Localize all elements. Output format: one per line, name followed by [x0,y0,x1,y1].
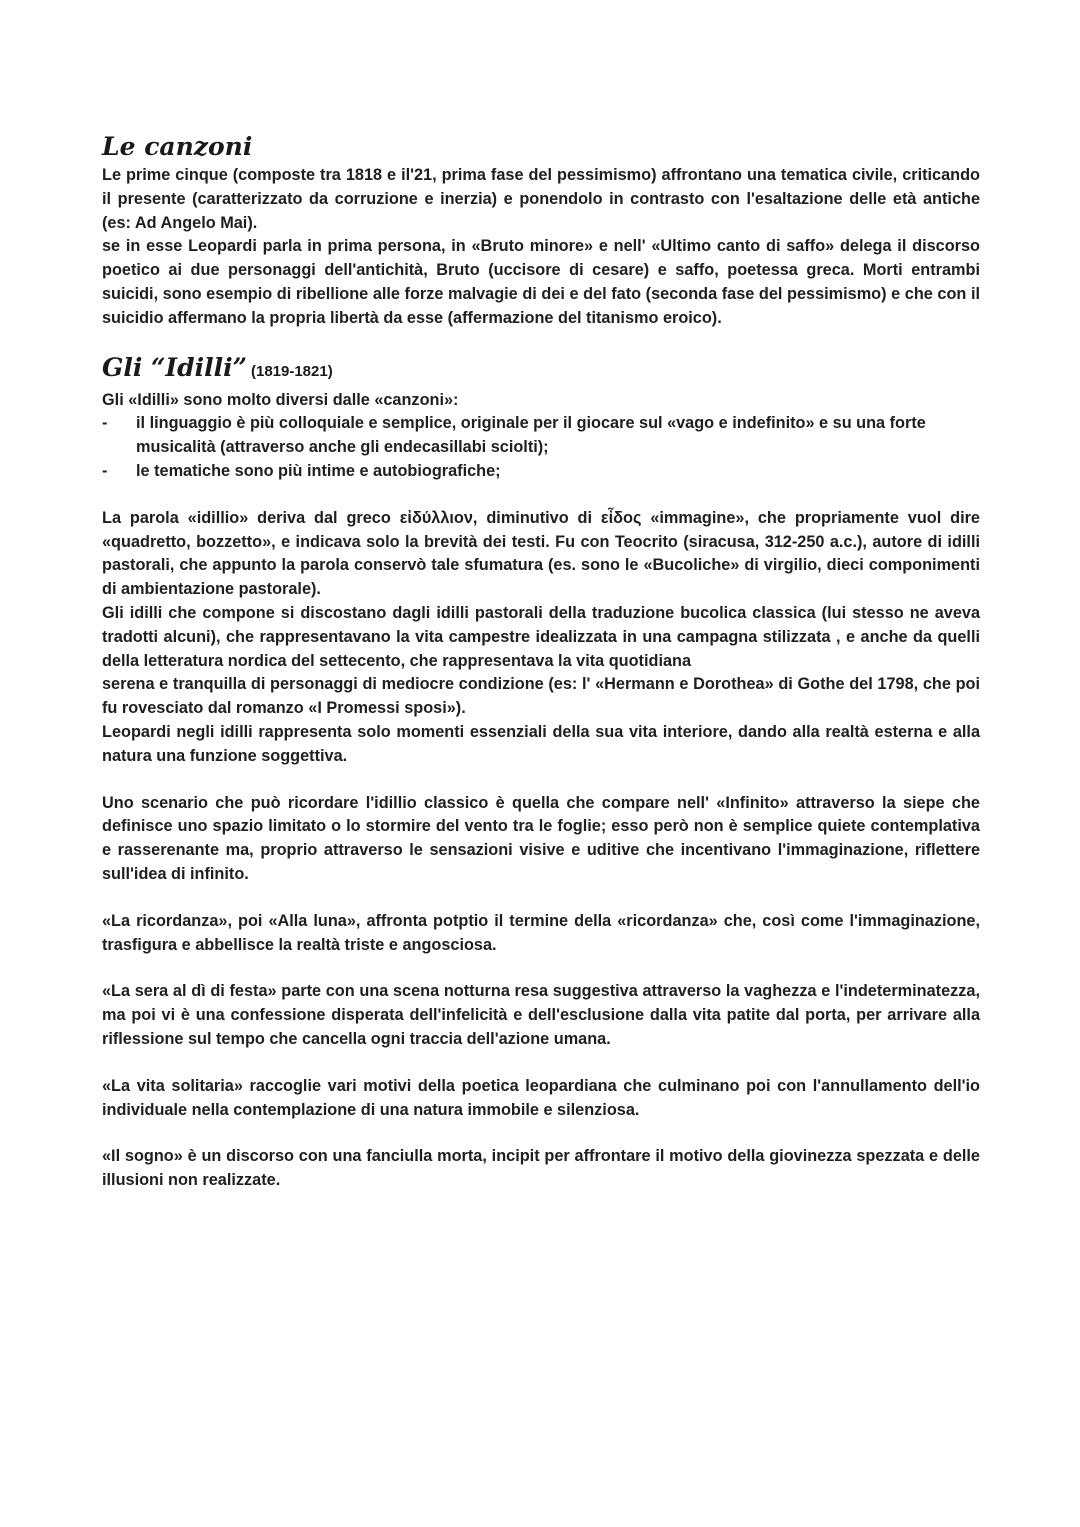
etymology-paragraph: La parola «idillio» deriva dal greco εἰδύλλιον, diminutivo di εἶδος «immagine», che propriamente vuol dire «quadretto, bozzetto», e indicava solo la brevità dei testi. Fu con Teocrito (siracusa, 312-250 a.c.), autore di idilli pastorali, che appunto la parola conservò tale sfumatura (es. sono le «Bucoliche» di virgilio, dieci componimenti di ambientazione pastorale). [102,508,980,599]
canzoni-title-text: Le canzoni [102,132,253,161]
idilli-intro: Gli «Idilli» sono molto diversi dalle «canzoni»: [102,390,459,409]
notes-page [102,130,980,1193]
canzoni-paragraph-2: se in esse Leopardi parla in prima persona, in «Bruto minore» e nell' «Ultimo canto di saffo» delega il discorso poetico ai due personaggi dell'antichità, Bruto (uccisore di cesare) e saffo, poetessa greca. Morti entrambi suicidi, sono esempio di ribellione alle forze malvagie di dei e del fato (seconda fase del pessimismo) e che con il suicidio affermano la propria libertà da esse (affermazione del titanismo eroico). [102,237,980,327]
vita-solitaria-paragraph: «La vita solitaria» raccoglie vari motivi della poetica leopardiana che culminano poi con l'annullamento dell'io individuale nella contemplazione di una natura immobile e silenziosa. [102,1076,980,1119]
ricordanza-paragraph: «La ricordanza», poi «Alla luna», affronta potptio il termine della «ricordanza» che, così come l'immaginazione, trasfigura e abbellisce la realtà triste e angosciosa. [102,911,980,954]
section-title-idilli [102,351,980,389]
list-item: - le tematiche sono più intime e autobiografiche; [102,460,980,484]
idilli-title-dates: (1819-1821) [250,362,333,380]
idilli-differences-list [102,412,980,483]
sogno-paragraph: «Il sogno» è un discorso con una fanciulla morta, incipit per affrontare il motivo della giovinezza spezzata e delle illusioni non realizzate. [102,1147,980,1190]
leopardi-paragraph: Leopardi negli idilli rappresenta solo momenti essenziali della sua vita interiore, dando alla realtà esterna e alla natura una funzione soggettiva. [102,722,980,765]
idilli-title-text: Gli “Idilli” [102,352,247,382]
section-title-canzoni [102,130,980,164]
list-item: - il linguaggio è più colloquiale e semplice, originale per il giocare sul «vago e indefinito» e su una forte musicalità (attraverso anche gli endecasillabi sciolti); [102,412,980,460]
sera-paragraph: «La sera al dì di festa» parte con una scena notturna resa suggestiva attraverso la vaghezza e l'indeterminatezza, ma poi vi è una confessione disperata dell'infelicità e dell'esclusione dalla vita patite dal porta, per arrivare alla riflessione sul tempo che cancella ogni traccia dell'azione umana. [102,982,980,1048]
infinito-paragraph: Uno scenario che può ricordare l'idillio classico è quella che compare nell' «Infinito» attraverso la siepe che definisce uno spazio limitato o lo stormire del vento tra le foglie; esso però non è semplice quiete contemplativa e rasserenante ma, proprio attraverso le sensazioni visive e uditive che incentivano l'immaginazione, riflettere sull'idea di infinito. [102,793,980,883]
distance-paragraph-2: serena e tranquilla di personaggi di mediocre condizione (es: l' «Hermann e Dorothea» di Gothe del 1798, che poi fu rovesciato dal romanzo «I Promessi sposi»). [102,675,980,718]
distance-paragraph-1: Gli idilli che compone si discostano dagli idilli pastorali della traduzione bucolica classica (lui stesso ne aveva tradotti alcuni), che rappresentavano la vita campestre idealizzata in una campagna stilizzata , e anche da quelli della letteratura nordica del settecento, che rappresentava la vita quotidiana [102,603,980,670]
canzoni-paragraph-1: Le prime cinque (composte tra 1818 e il'21, prima fase del pessimismo) affrontano una tematica civile, criticando il presente (caratterizzato da corruzione e inerzia) e ponendolo in contrasto con l'esaltazione delle età antiche (es: Ad Angelo Mai). [102,166,980,232]
